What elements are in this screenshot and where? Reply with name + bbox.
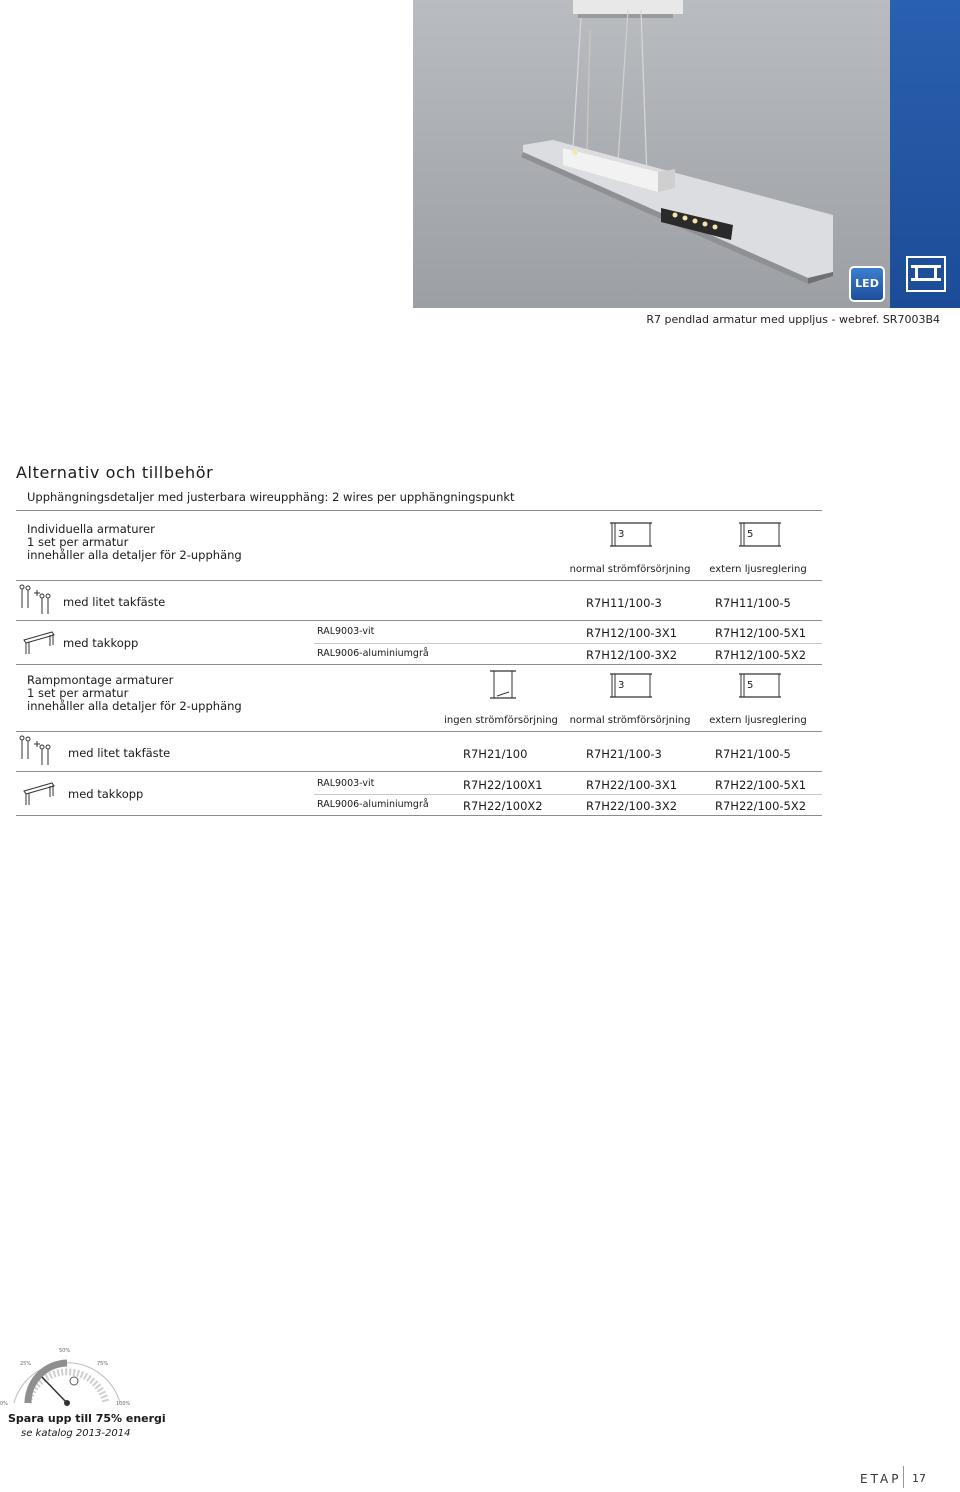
dimming-symbol-icon bbox=[737, 670, 783, 700]
dimming-symbol-icon bbox=[737, 519, 783, 549]
divider bbox=[314, 643, 822, 644]
divider bbox=[16, 731, 822, 732]
divider bbox=[16, 580, 822, 581]
svg-text:5: 5 bbox=[747, 529, 754, 540]
column-header-normal: normal strömförsörjning bbox=[569, 564, 691, 575]
led-badge-icon: LED bbox=[849, 266, 885, 302]
ceiling-cup-icon bbox=[22, 781, 56, 807]
divider bbox=[16, 620, 822, 621]
code-cell: R7H22/100-3X2 bbox=[586, 799, 678, 813]
ceiling-cup-icon bbox=[22, 630, 56, 656]
normal-supply-symbol-icon bbox=[608, 670, 654, 700]
code-cell: R7H22/100X2 bbox=[463, 799, 543, 813]
code-cell: R7H11/100-5 bbox=[715, 596, 791, 610]
svg-text:5: 5 bbox=[747, 680, 754, 691]
color-variant: RAL9006-aluminiumgrå bbox=[317, 648, 429, 659]
catalog-reference: se katalog 2013-2014 bbox=[21, 1428, 131, 1439]
color-variant: RAL9003-vit bbox=[317, 778, 375, 789]
pendant-symbol-icon bbox=[906, 256, 946, 292]
row-label-takkopp: med takkopp bbox=[68, 787, 144, 801]
pendant-luminaire-illustration bbox=[413, 0, 890, 308]
svg-text:3: 3 bbox=[618, 529, 625, 540]
code-cell: R7H12/100-5X2 bbox=[715, 648, 807, 662]
ceiling-fixture-icon bbox=[18, 584, 54, 616]
column-header-normal: normal strömförsörjning bbox=[569, 715, 691, 726]
page-number: 17 bbox=[912, 1472, 926, 1485]
normal-supply-symbol-icon bbox=[608, 519, 654, 549]
column-header-ingen: ingen strömförsörjning bbox=[444, 715, 558, 726]
energy-savings-gauge bbox=[0, 1345, 135, 1407]
divider bbox=[16, 510, 822, 511]
column-header-extern: extern ljusreglering bbox=[709, 715, 807, 726]
section-title: Alternativ och tillbehör bbox=[16, 463, 214, 482]
svg-text:75%: 75% bbox=[97, 1361, 109, 1367]
divider bbox=[16, 664, 822, 665]
ceiling-fixture-icon bbox=[18, 735, 54, 767]
svg-text:100%: 100% bbox=[116, 1401, 131, 1407]
footer-divider bbox=[903, 1466, 904, 1488]
divider bbox=[314, 794, 822, 795]
row-label-takkopp: med takkopp bbox=[63, 636, 139, 650]
brand-name: ETAP bbox=[860, 1472, 902, 1486]
row-label-litet-takfaste: med litet takfäste bbox=[68, 746, 171, 760]
code-cell: R7H21/100-3 bbox=[586, 747, 662, 761]
code-cell: R7H22/100-5X2 bbox=[715, 799, 807, 813]
divider bbox=[16, 771, 822, 772]
divider bbox=[16, 815, 822, 816]
no-supply-symbol-icon bbox=[488, 668, 518, 704]
code-cell: R7H12/100-3X1 bbox=[586, 626, 678, 640]
svg-text:25%: 25% bbox=[20, 1361, 32, 1367]
individual-heading: Individuella armaturer 1 set per armatur innehåller alla detaljer för 2-upphäng bbox=[27, 522, 242, 562]
code-cell: R7H11/100-3 bbox=[586, 596, 662, 610]
svg-text:50%: 50% bbox=[59, 1348, 71, 1354]
code-cell: R7H12/100-5X1 bbox=[715, 626, 807, 640]
svg-text:3: 3 bbox=[618, 680, 625, 691]
energy-headline: Spara upp till 75% energi bbox=[8, 1412, 166, 1425]
product-photo bbox=[413, 0, 890, 308]
code-cell: R7H21/100-5 bbox=[715, 747, 791, 761]
photo-caption: R7 pendlad armatur med uppljus - webref. SR7003B4 bbox=[646, 313, 940, 326]
section-subtitle: Upphängningsdetaljer med justerbara wireupphäng: 2 wires per upphängningspunkt bbox=[27, 490, 515, 504]
column-header-extern: extern ljusreglering bbox=[709, 564, 807, 575]
code-cell: R7H22/100X1 bbox=[463, 778, 543, 792]
ramp-heading: Rampmontage armaturer 1 set per armatur innehåller alla detaljer för 2-upphäng bbox=[27, 673, 242, 713]
svg-text:0%: 0% bbox=[0, 1401, 8, 1407]
row-label-litet-takfaste: med litet takfäste bbox=[63, 595, 166, 609]
color-variant: RAL9006-aluminiumgrå bbox=[317, 799, 429, 810]
code-cell: R7H21/100 bbox=[463, 747, 528, 761]
code-cell: R7H22/100-3X1 bbox=[586, 778, 678, 792]
code-cell: R7H12/100-3X2 bbox=[586, 648, 678, 662]
color-variant: RAL9003-vit bbox=[317, 626, 375, 637]
code-cell: R7H22/100-5X1 bbox=[715, 778, 807, 792]
